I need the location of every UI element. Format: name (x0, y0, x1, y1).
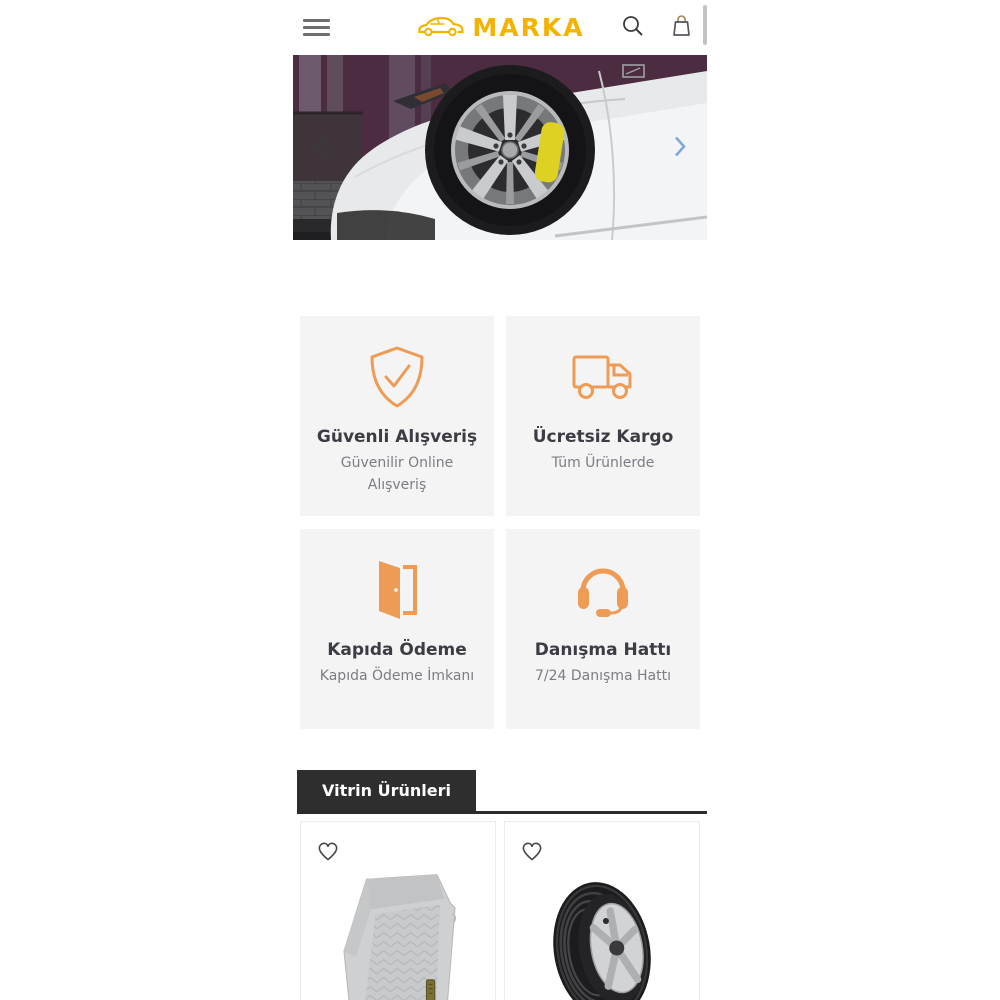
brand-logo[interactable] (415, 0, 584, 55)
app-header (293, 0, 707, 55)
hamburger-menu-button[interactable] (303, 19, 330, 36)
search-icon (621, 14, 645, 41)
tab-showcase-products[interactable] (297, 770, 476, 811)
showcase-title: Vitrin Ürünleri (322, 781, 451, 800)
heart-icon (520, 850, 544, 865)
logo-text: MARKA (472, 13, 585, 42)
wishlist-button[interactable] (316, 840, 340, 865)
feature-card-secure-shopping (300, 316, 494, 516)
shield-check-icon (300, 343, 494, 411)
car-tire-image (527, 866, 677, 1000)
product-card-floor-mat[interactable] (300, 821, 496, 1000)
hero-slide-car-image[interactable] (293, 55, 707, 240)
carousel-next-button[interactable] (665, 127, 695, 168)
chevron-right-icon (669, 149, 691, 164)
feature-title: Danışma Hattı (534, 640, 672, 660)
features-section (293, 316, 707, 729)
cart-button[interactable] (669, 13, 693, 42)
product-card-tire[interactable] (504, 821, 700, 1000)
car-floor-mat-image (323, 866, 473, 1000)
search-button[interactable] (621, 14, 645, 41)
feature-title: Güvenli Alışveriş (316, 427, 478, 447)
headset-icon (506, 556, 700, 624)
header-actions (621, 0, 693, 55)
showcase-section (293, 770, 707, 1000)
heart-icon (316, 850, 340, 865)
open-door-icon (300, 556, 494, 624)
feature-subtitle: Kapıda Ödeme İmkanı (319, 668, 475, 684)
showcase-tab-row (297, 770, 707, 814)
truck-icon (506, 343, 700, 411)
shopping-bag-icon (669, 13, 693, 42)
feature-card-pay-at-door (300, 529, 494, 729)
wishlist-button[interactable] (520, 840, 544, 865)
feature-subtitle: Güvenilir Online Alışveriş (340, 455, 454, 493)
feature-card-support-line (506, 529, 700, 729)
feature-subtitle: Tüm Ürünlerde (551, 455, 655, 471)
hamburger-icon (303, 19, 330, 22)
chevron-left-icon (309, 149, 331, 164)
feature-title: Kapıda Ödeme (327, 640, 467, 660)
car-icon (415, 14, 465, 42)
feature-subtitle: 7/24 Danışma Hattı (535, 668, 671, 684)
feature-title: Ücretsiz Kargo (532, 427, 674, 447)
scrollbar-thumb[interactable] (703, 5, 707, 45)
hero-carousel (293, 55, 707, 240)
carousel-prev-button[interactable] (305, 127, 335, 168)
product-grid (293, 821, 707, 1000)
feature-card-free-shipping (506, 316, 700, 516)
mobile-page (293, 0, 707, 1000)
